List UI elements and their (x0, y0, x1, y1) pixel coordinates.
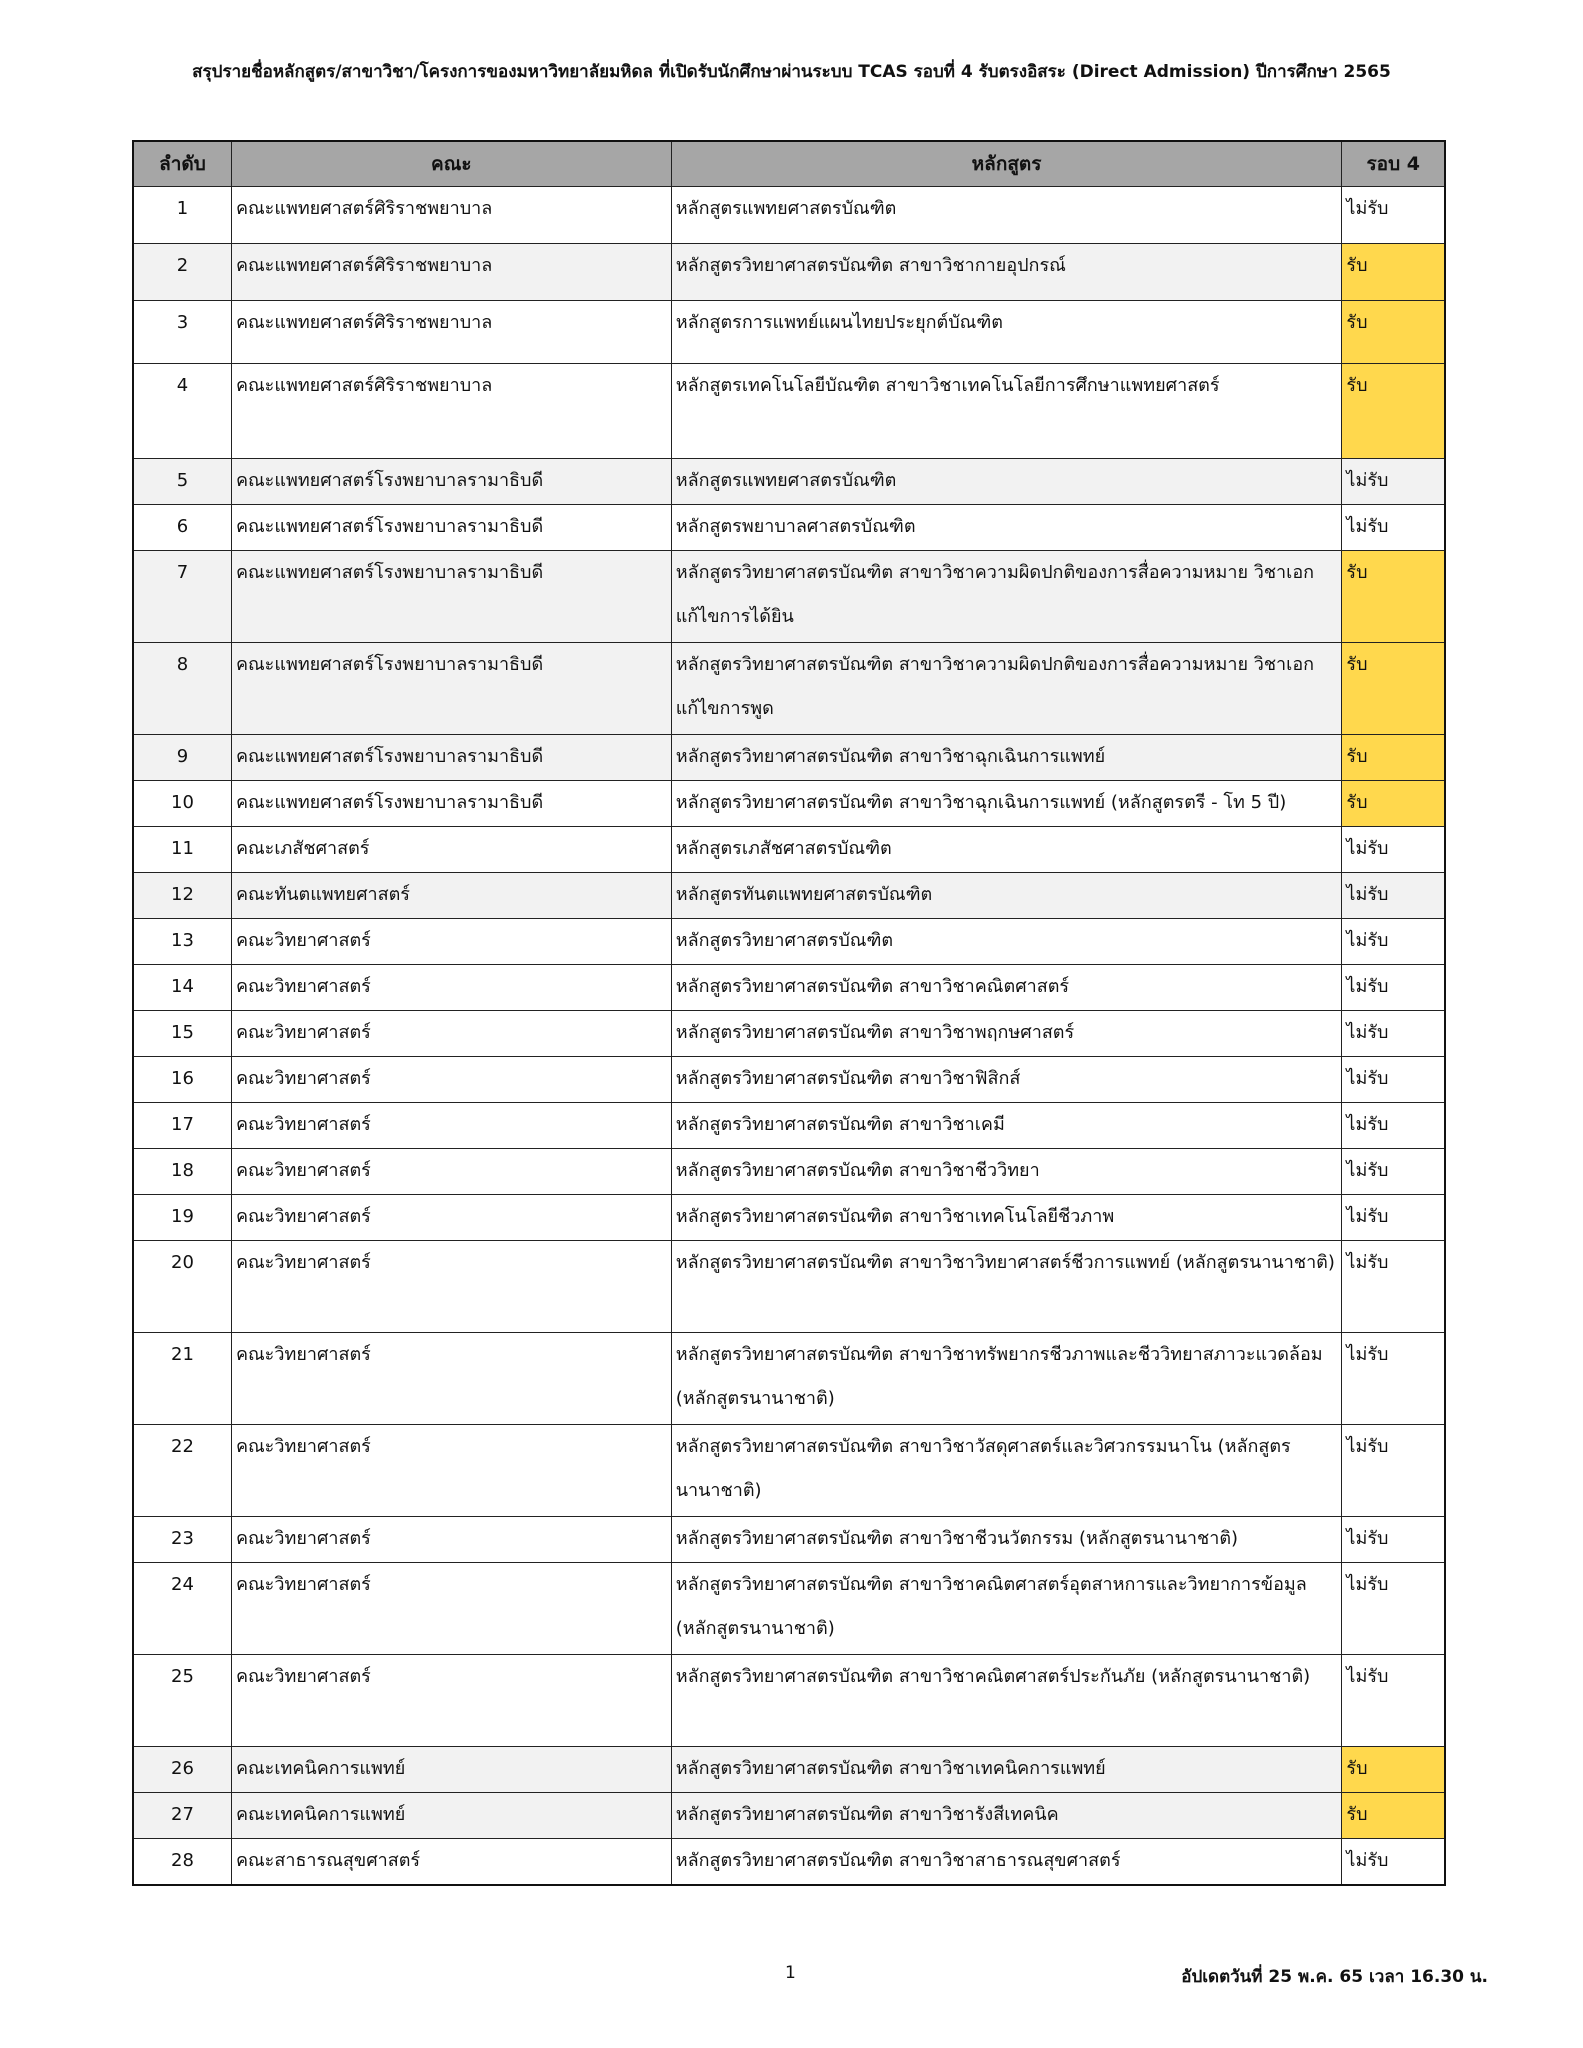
row-number: 1 (133, 187, 231, 244)
faculty-cell: คณะวิทยาศาสตร์ (231, 1425, 671, 1517)
program-cell: หลักสูตรวิทยาศาสตรบัณฑิต สาขาวิชาฉุกเฉินการแพทย์ (หลักสูตรตรี - โท 5 ปี) (671, 781, 1342, 827)
row-number: 18 (133, 1149, 231, 1195)
faculty-cell: คณะวิทยาศาสตร์ (231, 1333, 671, 1425)
table-row (133, 1333, 1445, 1425)
program-cell: หลักสูตรวิทยาศาสตรบัณฑิต สาขาวิชารังสีเทคนิค (671, 1793, 1342, 1839)
round4-status-cell: รับ (1342, 551, 1445, 643)
table-row (133, 1793, 1445, 1839)
faculty-cell: คณะวิทยาศาสตร์ (231, 1011, 671, 1057)
faculty-cell: คณะแพทยศาสตร์โรงพยาบาลรามาธิบดี (231, 781, 671, 827)
round4-status-cell: ไม่รับ (1342, 1149, 1445, 1195)
row-number: 23 (133, 1517, 231, 1563)
round4-status-cell: ไม่รับ (1342, 919, 1445, 965)
row-number: 21 (133, 1333, 231, 1425)
round4-status-cell: ไม่รับ (1342, 1195, 1445, 1241)
round4-status-cell: ไม่รับ (1342, 1333, 1445, 1425)
row-number: 5 (133, 459, 231, 505)
table-row (133, 1425, 1445, 1517)
table-row (133, 1241, 1445, 1333)
round4-status-cell: ไม่รับ (1342, 1839, 1445, 1885)
round4-status-cell: ไม่รับ (1342, 827, 1445, 873)
faculty-cell: คณะวิทยาศาสตร์ (231, 1241, 671, 1333)
table-row (133, 505, 1445, 551)
document-title: สรุปรายชื่อหลักสูตร/สาขาวิชา/โครงการของมหาวิทยาลัยมหิดล ที่เปิดรับนักศึกษาผ่านระบบ TCAS รอบที่ 4 รับตรงอิสระ (Direct Admission) ปีการศึกษา 2565 (192, 62, 1391, 82)
row-number: 28 (133, 1839, 231, 1885)
round4-status-cell: ไม่รับ (1342, 1241, 1445, 1333)
table-row (133, 459, 1445, 505)
row-number: 25 (133, 1655, 231, 1747)
program-cell: หลักสูตรแพทยศาสตรบัณฑิต (671, 459, 1342, 505)
round4-status-cell: รับ (1342, 735, 1445, 781)
faculty-cell: คณะแพทยศาสตร์โรงพยาบาลรามาธิบดี (231, 735, 671, 781)
program-cell: หลักสูตรพยาบาลศาสตรบัณฑิต (671, 505, 1342, 551)
round4-status-cell: ไม่รับ (1342, 1103, 1445, 1149)
row-number: 27 (133, 1793, 231, 1839)
row-number: 22 (133, 1425, 231, 1517)
round4-status-cell: ไม่รับ (1342, 505, 1445, 551)
table-row (133, 735, 1445, 781)
round4-status-cell: ไม่รับ (1342, 1517, 1445, 1563)
table-row (133, 364, 1445, 459)
table-body (133, 187, 1445, 1885)
table-row (133, 965, 1445, 1011)
table-row (133, 244, 1445, 301)
program-cell: หลักสูตรวิทยาศาสตรบัณฑิต (671, 919, 1342, 965)
faculty-cell: คณะสาธารณสุขศาสตร์ (231, 1839, 671, 1885)
table-row (133, 873, 1445, 919)
row-number: 20 (133, 1241, 231, 1333)
row-number: 13 (133, 919, 231, 965)
faculty-cell: คณะแพทยศาสตร์ศิริราชพยาบาล (231, 244, 671, 301)
row-number: 26 (133, 1747, 231, 1793)
table-row (133, 1655, 1445, 1747)
header-faculty: คณะ (231, 141, 671, 187)
program-cell: หลักสูตรวิทยาศาสตรบัณฑิต สาขาวิชาสาธารณสุขศาสตร์ (671, 1839, 1342, 1885)
round4-status-cell: ไม่รับ (1342, 1563, 1445, 1655)
round4-status-cell: รับ (1342, 364, 1445, 459)
row-number: 10 (133, 781, 231, 827)
table-row (133, 1195, 1445, 1241)
faculty-cell: คณะวิทยาศาสตร์ (231, 1563, 671, 1655)
program-cell: หลักสูตรวิทยาศาสตรบัณฑิต สาขาวิชาเคมี (671, 1103, 1342, 1149)
program-cell: หลักสูตรการแพทย์แผนไทยประยุกต์บัณฑิต (671, 301, 1342, 364)
program-cell: หลักสูตรแพทยศาสตรบัณฑิต (671, 187, 1342, 244)
round4-status-cell: ไม่รับ (1342, 873, 1445, 919)
row-number: 2 (133, 244, 231, 301)
program-cell: หลักสูตรวิทยาศาสตรบัณฑิต สาขาวิชาเทคโนโลยีชีวภาพ (671, 1195, 1342, 1241)
program-table (132, 140, 1446, 1886)
faculty-cell: คณะวิทยาศาสตร์ (231, 1149, 671, 1195)
table-row (133, 643, 1445, 735)
program-cell: หลักสูตรวิทยาศาสตรบัณฑิต สาขาวิชาเทคนิคการแพทย์ (671, 1747, 1342, 1793)
program-cell: หลักสูตรวิทยาศาสตรบัณฑิต สาขาวิชาวัสดุศาสตร์และวิศวกรรมนาโน (หลักสูตรนานาชาติ) (671, 1425, 1342, 1517)
table-row (133, 919, 1445, 965)
faculty-cell: คณะวิทยาศาสตร์ (231, 965, 671, 1011)
program-cell: หลักสูตรวิทยาศาสตรบัณฑิต สาขาวิชาความผิดปกติของการสื่อความหมาย วิชาเอกแก้ไขการได้ยิน (671, 551, 1342, 643)
round4-status-cell: ไม่รับ (1342, 1655, 1445, 1747)
table-row (133, 1563, 1445, 1655)
table-row (133, 1057, 1445, 1103)
faculty-cell: คณะแพทยศาสตร์ศิริราชพยาบาล (231, 364, 671, 459)
faculty-cell: คณะวิทยาศาสตร์ (231, 919, 671, 965)
program-cell: หลักสูตรวิทยาศาสตรบัณฑิต สาขาวิชาพฤกษศาสตร์ (671, 1011, 1342, 1057)
faculty-cell: คณะแพทยศาสตร์ศิริราชพยาบาล (231, 187, 671, 244)
round4-status-cell: ไม่รับ (1342, 187, 1445, 244)
row-number: 7 (133, 551, 231, 643)
header-no: ลำดับ (133, 141, 231, 187)
faculty-cell: คณะเทคนิคการแพทย์ (231, 1793, 671, 1839)
program-cell: หลักสูตรวิทยาศาสตรบัณฑิต สาขาวิชาชีวนวัตกรรม (หลักสูตรนานาชาติ) (671, 1517, 1342, 1563)
faculty-cell: คณะแพทยศาสตร์ศิริราชพยาบาล (231, 301, 671, 364)
row-number: 12 (133, 873, 231, 919)
faculty-cell: คณะเภสัชศาสตร์ (231, 827, 671, 873)
row-number: 4 (133, 364, 231, 459)
program-cell: หลักสูตรทันตแพทยศาสตรบัณฑิต (671, 873, 1342, 919)
round4-status-cell: รับ (1342, 1747, 1445, 1793)
program-cell: หลักสูตรวิทยาศาสตรบัณฑิต สาขาวิชาคณิตศาสตร์ประกันภัย (หลักสูตรนานาชาติ) (671, 1655, 1342, 1747)
program-cell: หลักสูตรวิทยาศาสตรบัณฑิต สาขาวิชาทรัพยากรชีวภาพและชีววิทยาสภาวะแวดล้อม (หลักสูตรนานาชาติ) (671, 1333, 1342, 1425)
round4-status-cell: ไม่รับ (1342, 965, 1445, 1011)
table-row (133, 1747, 1445, 1793)
row-number: 6 (133, 505, 231, 551)
program-cell: หลักสูตรวิทยาศาสตรบัณฑิต สาขาวิชาความผิดปกติของการสื่อความหมาย วิชาเอกแก้ไขการพูด (671, 643, 1342, 735)
row-number: 11 (133, 827, 231, 873)
table-row (133, 551, 1445, 643)
row-number: 14 (133, 965, 231, 1011)
header-program: หลักสูตร (671, 141, 1342, 187)
program-cell: หลักสูตรเทคโนโลยีบัณฑิต สาขาวิชาเทคโนโลยีการศึกษาแพทยศาสตร์ (671, 364, 1342, 459)
faculty-cell: คณะวิทยาศาสตร์ (231, 1103, 671, 1149)
row-number: 19 (133, 1195, 231, 1241)
table-row (133, 781, 1445, 827)
row-number: 3 (133, 301, 231, 364)
table-header-row (133, 141, 1445, 187)
round4-status-cell: รับ (1342, 1793, 1445, 1839)
faculty-cell: คณะวิทยาศาสตร์ (231, 1517, 671, 1563)
row-number: 9 (133, 735, 231, 781)
program-cell: หลักสูตรวิทยาศาสตรบัณฑิต สาขาวิชาวิทยาศาสตร์ชีวการแพทย์ (หลักสูตรนานาชาติ) (671, 1241, 1342, 1333)
row-number: 17 (133, 1103, 231, 1149)
round4-status-cell: ไม่รับ (1342, 1057, 1445, 1103)
page-number: 1 (785, 1963, 796, 1983)
table-row (133, 1517, 1445, 1563)
row-number: 16 (133, 1057, 231, 1103)
row-number: 24 (133, 1563, 231, 1655)
program-cell: หลักสูตรวิทยาศาสตรบัณฑิต สาขาวิชาคณิตศาสตร์อุตสาหการและวิทยาการข้อมูล (หลักสูตรนานาชาติ) (671, 1563, 1342, 1655)
program-cell: หลักสูตรวิทยาศาสตรบัณฑิต สาขาวิชาฉุกเฉินการแพทย์ (671, 735, 1342, 781)
round4-status-cell: รับ (1342, 643, 1445, 735)
faculty-cell: คณะทันตแพทยศาสตร์ (231, 873, 671, 919)
table-row (133, 1011, 1445, 1057)
table-row (133, 1149, 1445, 1195)
round4-status-cell: รับ (1342, 781, 1445, 827)
faculty-cell: คณะเทคนิคการแพทย์ (231, 1747, 671, 1793)
faculty-cell: คณะวิทยาศาสตร์ (231, 1195, 671, 1241)
faculty-cell: คณะแพทยศาสตร์โรงพยาบาลรามาธิบดี (231, 551, 671, 643)
table-row (133, 1839, 1445, 1885)
faculty-cell: คณะวิทยาศาสตร์ (231, 1057, 671, 1103)
program-cell: หลักสูตรวิทยาศาสตรบัณฑิต สาขาวิชาคณิตศาสตร์ (671, 965, 1342, 1011)
program-cell: หลักสูตรวิทยาศาสตรบัณฑิต สาขาวิชาฟิสิกส์ (671, 1057, 1342, 1103)
row-number: 8 (133, 643, 231, 735)
header-round4: รอบ 4 (1342, 141, 1445, 187)
faculty-cell: คณะแพทยศาสตร์โรงพยาบาลรามาธิบดี (231, 643, 671, 735)
round4-status-cell: ไม่รับ (1342, 1011, 1445, 1057)
program-cell: หลักสูตรเภสัชศาสตรบัณฑิต (671, 827, 1342, 873)
faculty-cell: คณะวิทยาศาสตร์ (231, 1655, 671, 1747)
faculty-cell: คณะแพทยศาสตร์โรงพยาบาลรามาธิบดี (231, 505, 671, 551)
table-row (133, 827, 1445, 873)
program-cell: หลักสูตรวิทยาศาสตรบัณฑิต สาขาวิชาชีววิทยา (671, 1149, 1342, 1195)
row-number: 15 (133, 1011, 231, 1057)
program-cell: หลักสูตรวิทยาศาสตรบัณฑิต สาขาวิชากายอุปกรณ์ (671, 244, 1342, 301)
table-row (133, 1103, 1445, 1149)
round4-status-cell: รับ (1342, 244, 1445, 301)
round4-status-cell: ไม่รับ (1342, 1425, 1445, 1517)
update-note: อัปเดตวันที่ 25 พ.ค. 65 เวลา 16.30 น. (1181, 1967, 1488, 1987)
round4-status-cell: รับ (1342, 301, 1445, 364)
faculty-cell: คณะแพทยศาสตร์โรงพยาบาลรามาธิบดี (231, 459, 671, 505)
table-row (133, 187, 1445, 244)
table-row (133, 301, 1445, 364)
round4-status-cell: ไม่รับ (1342, 459, 1445, 505)
